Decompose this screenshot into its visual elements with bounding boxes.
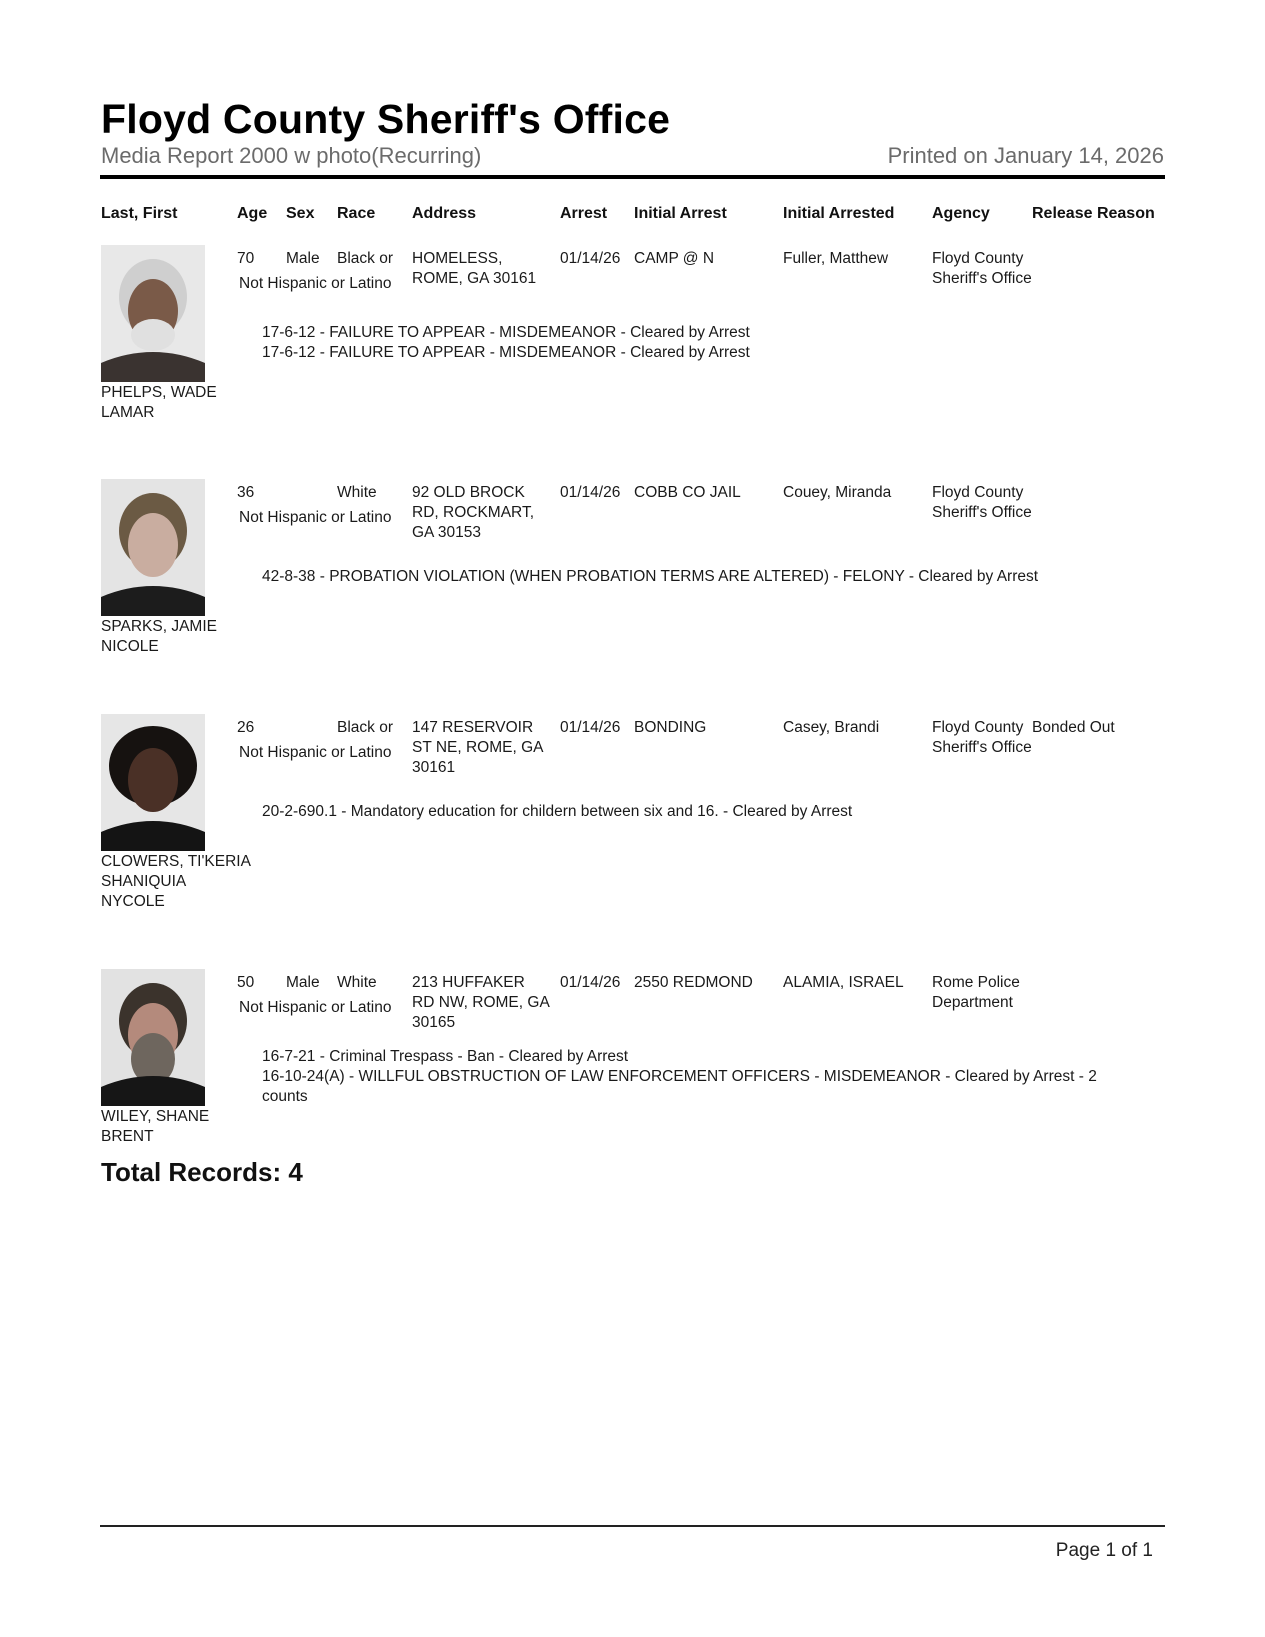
charge-item: 20-2-690.1 - Mandatory education for childern between six and 16. - Cleared by Arrest (262, 803, 853, 820)
mugshot-photo (101, 969, 205, 1106)
charge-item: 42-8-38 - PROBATION VIOLATION (WHEN PROBATION TERMS ARE ALTERED) - FELONY - Cleared by Arrest (262, 568, 1039, 585)
record-age: 70 (237, 250, 255, 267)
record-address-line3: GA 30153 (412, 524, 481, 541)
record-ethnicity: Not Hispanic or Latino (239, 275, 392, 292)
charges-list (262, 323, 1142, 363)
record-address-line2: RD, ROCKMART, (412, 504, 535, 521)
record-arrest: 01/14/26 (560, 250, 621, 267)
record-name-line: WILEY, SHANE (101, 1108, 210, 1125)
record-name-line: PHELPS, WADE (101, 384, 217, 401)
record-agency-line2: Sheriff's Office (932, 504, 1032, 521)
record-race: White (337, 484, 377, 501)
record-agency-line1: Floyd County (932, 250, 1024, 267)
report-subtitle: Media Report 2000 w photo(Recurring) (101, 143, 482, 168)
record-age: 36 (237, 484, 255, 501)
record-address-line2: ST NE, ROME, GA (412, 739, 544, 756)
record-address-line1: 213 HUFFAKER (412, 974, 525, 991)
record-agency-line1: Floyd County (932, 719, 1024, 736)
record-age: 50 (237, 974, 255, 991)
charge-item: 17-6-12 - FAILURE TO APPEAR - MISDEMEANOR - Cleared by Arrest (262, 344, 750, 361)
column-header-initial-arrest: Initial Arrest (634, 205, 727, 222)
record-arrest: 01/14/26 (560, 719, 621, 736)
record-arrest: 01/14/26 (560, 974, 621, 991)
column-header-name: Last, First (101, 205, 178, 222)
mugshot-photo (101, 479, 205, 616)
column-header-address: Address (412, 205, 477, 222)
record-initial-arrest: 2550 REDMOND (634, 974, 753, 991)
column-header-race: Race (337, 205, 376, 222)
record-name (101, 852, 251, 912)
record-initial-arrested: ALAMIA, ISRAEL (783, 974, 904, 991)
column-header-agency: Agency (932, 205, 990, 222)
record-arrest: 01/14/26 (560, 484, 621, 501)
charge-item: 17-6-12 - FAILURE TO APPEAR - MISDEMEANOR - Cleared by Arrest (262, 324, 750, 341)
charge-item: 16-7-21 - Criminal Trespass - Ban - Cleared by Arrest (262, 1048, 629, 1065)
mugshot-photo (101, 245, 205, 382)
record-race: Black or (337, 719, 393, 736)
record-name-line: SHANIQUIA (101, 873, 187, 890)
charges-list (262, 567, 1142, 587)
column-header-arrest: Arrest (560, 205, 608, 222)
record-sex: Male (286, 974, 320, 991)
record-address-line1: 147 RESERVOIR (412, 719, 534, 736)
record-name-line: BRENT (101, 1128, 154, 1145)
column-header-release-reason: Release Reason (1032, 205, 1155, 222)
header-divider (100, 175, 1165, 179)
record-name-line: LAMAR (101, 404, 155, 421)
record-name-line: CLOWERS, TI'KERIA (101, 853, 251, 870)
record-name (101, 383, 217, 423)
record-release-reason: Bonded Out (1032, 719, 1115, 736)
footer-divider (100, 1525, 1165, 1527)
record-ethnicity: Not Hispanic or Latino (239, 744, 392, 761)
record-address-line2: RD NW, ROME, GA (412, 994, 550, 1011)
record-sex: Male (286, 250, 320, 267)
record-initial-arrested: Fuller, Matthew (783, 250, 889, 267)
record-agency-line2: Sheriff's Office (932, 739, 1032, 756)
charges-list (262, 802, 1142, 822)
record-address-line2: ROME, GA 30161 (412, 270, 537, 287)
record-initial-arrest: BONDING (634, 719, 707, 736)
printed-date: Printed on January 14, 2026 (887, 143, 1164, 168)
record-agency-line1: Rome Police (932, 974, 1020, 991)
record-address-line3: 30161 (412, 759, 456, 776)
record-race: White (337, 974, 377, 991)
report-title: Floyd County Sheriff's Office (101, 96, 671, 142)
record-initial-arrest: CAMP @ N (634, 250, 715, 267)
record-initial-arrested: Casey, Brandi (783, 719, 880, 736)
mugshot-photo (101, 714, 205, 851)
record-agency-line1: Floyd County (932, 484, 1024, 501)
record-age: 26 (237, 719, 255, 736)
record-agency-line2: Department (932, 994, 1013, 1011)
charges-list (262, 1047, 1142, 1107)
record-ethnicity: Not Hispanic or Latino (239, 999, 392, 1016)
record-name (101, 1107, 209, 1147)
record-race: Black or (337, 250, 393, 267)
record-initial-arrest: COBB CO JAIL (634, 484, 741, 501)
record-agency-line2: Sheriff's Office (932, 270, 1032, 287)
total-records: Total Records: 4 (101, 1157, 303, 1187)
record-address-line3: 30165 (412, 1014, 456, 1031)
record-name (101, 617, 217, 657)
record-ethnicity: Not Hispanic or Latino (239, 509, 392, 526)
record-address-line1: 92 OLD BROCK (412, 484, 525, 501)
record-name-line: SPARKS, JAMIE (101, 618, 217, 635)
page-number: Page 1 of 1 (1055, 1540, 1153, 1561)
record-name-line: NICOLE (101, 638, 159, 655)
column-header-initial-arrested: Initial Arrested (783, 205, 895, 222)
column-header-sex: Sex (286, 205, 315, 222)
charge-item: 16-10-24(A) - WILLFUL OBSTRUCTION OF LAW ENFORCEMENT OFFICERS - MISDEMEANOR - Cleared by Arrest - 2 counts (262, 1068, 1097, 1105)
record-address-line1: HOMELESS, (412, 250, 503, 267)
record-initial-arrested: Couey, Miranda (783, 484, 892, 501)
record-name-line: NYCOLE (101, 893, 165, 910)
column-header-age: Age (237, 205, 268, 222)
